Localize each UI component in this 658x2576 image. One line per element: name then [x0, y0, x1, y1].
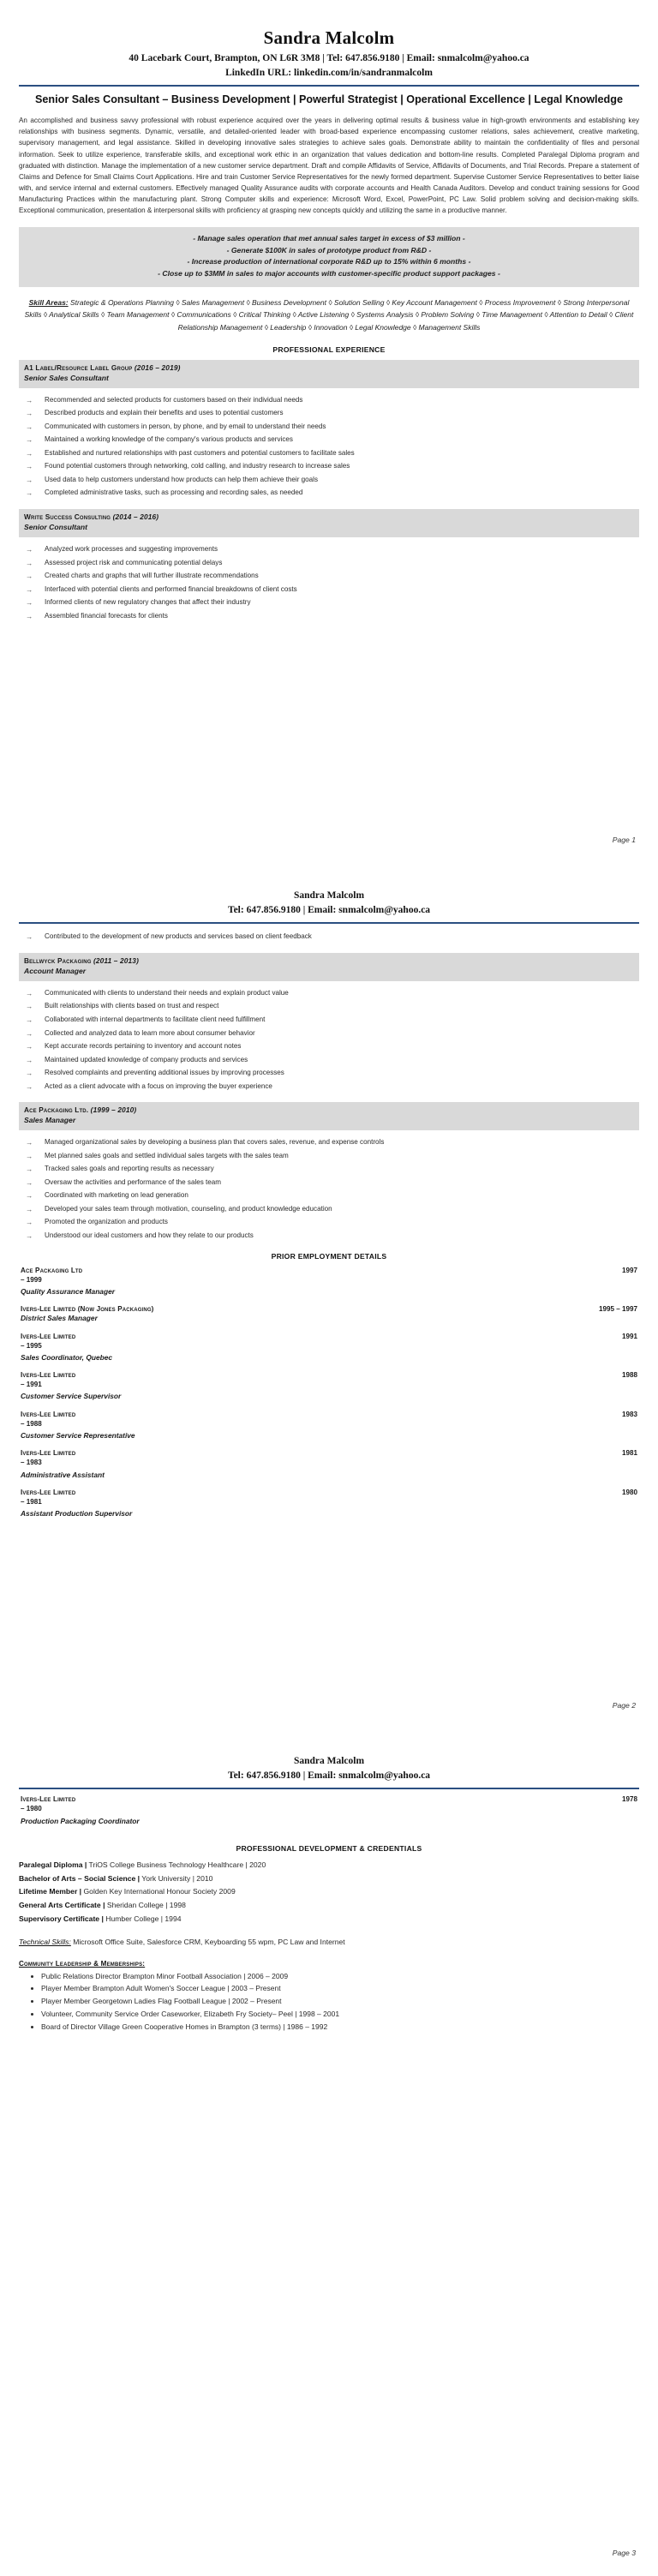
job-company-name: Write Success Consulting — [24, 512, 113, 521]
prior-row — [21, 1333, 637, 1340]
section-title-professional-experience: PROFESSIONAL EXPERIENCE — [272, 344, 386, 354]
achievement-line: - Close up to $3MM in sales to major accounts with customer-specific product support packages - — [158, 269, 500, 279]
professional-headline: Senior Sales Consultant – Business Development | Powerful Strategist | Operational Excellence | Legal Knowledge — [35, 93, 623, 106]
page-footer: Page 1 — [612, 836, 636, 844]
job-duties-list — [19, 1135, 639, 1242]
skill-areas — [24, 297, 634, 332]
duty-text: Oversaw the activities and performance of the sales team — [45, 1177, 222, 1186]
list-item — [26, 1039, 639, 1053]
prior-company: Ivers-Lee Limited — [21, 1449, 76, 1458]
duty-text: Created charts and graphs that will further illustrate recommendations — [45, 572, 259, 580]
prior-year-end: – 1991 — [21, 1381, 42, 1389]
arrow-icon: → — [26, 448, 33, 458]
duty-text: Described products and explain their benefits and uses to potential customers — [45, 409, 284, 417]
list-item — [26, 420, 639, 434]
job-header — [19, 953, 639, 981]
list-item — [26, 1053, 639, 1067]
duty-text: Resolved complaints and preventing additional issues by improving processes — [45, 1069, 284, 1077]
prior-company: Ivers-Lee Limited — [21, 1371, 76, 1380]
credential-name: Lifetime Member | — [19, 1887, 82, 1896]
list-item — [26, 486, 639, 500]
credential-detail: TriOS College Business Technology Healthcare | 2020 — [87, 1860, 266, 1869]
list-item — [26, 1013, 639, 1027]
credential-item — [19, 1913, 639, 1926]
credential-item — [19, 1899, 639, 1913]
job-company — [24, 1105, 634, 1115]
job-years: (2016 – 2019) — [134, 362, 181, 372]
prior-year-end: – 1995 — [21, 1341, 42, 1350]
arrow-icon: → — [26, 475, 33, 484]
job-years: (2014 – 2016) — [112, 512, 159, 521]
list-item — [26, 569, 639, 583]
credential-item — [19, 1872, 639, 1886]
job-title: Senior Sales Consultant — [24, 373, 109, 382]
duty-text: Contributed to the development of new products and services based on client feedback — [45, 932, 312, 941]
job-title: Sales Manager — [24, 1116, 76, 1125]
credential-name: Supervisory Certificate | — [19, 1914, 104, 1923]
job-company-name: Ace Packaging Ltd. — [24, 1105, 91, 1115]
prior-role: Customer Service Representative — [21, 1430, 135, 1440]
list-item — [26, 1229, 639, 1243]
credential-name: Bachelor of Arts – Social Science | — [19, 1873, 141, 1883]
duty-text: Understood our ideal customers and how they relate to our products — [45, 1231, 254, 1239]
credential-detail: Humber College | 1994 — [103, 1914, 182, 1923]
duty-text: Coordinated with marketing on lead generation — [45, 1191, 188, 1200]
page-break — [0, 1728, 658, 1739]
job-duties-list — [19, 542, 639, 622]
continuation-header — [19, 1754, 639, 1789]
resume-header — [19, 27, 639, 107]
job-company — [24, 512, 634, 522]
resume-page-3 — [0, 1739, 658, 2576]
list-item — [26, 596, 639, 609]
list-item — [26, 986, 639, 1000]
prior-role: District Sales Manager — [21, 1314, 98, 1323]
header-divider — [19, 922, 639, 924]
list-item — [26, 393, 639, 407]
duty-text: Used data to help customers understand how products can help them achieve their goals — [45, 475, 318, 483]
job-header — [19, 360, 639, 388]
prior-year: 1980 — [621, 1488, 637, 1496]
list-item — [26, 1027, 639, 1040]
list-item — [26, 609, 639, 623]
duty-text: Maintained a working knowledge of the company's various products and services — [45, 435, 293, 444]
duty-text: Established and nurtured relationships with past customers and potential customers to facilitate sales — [45, 448, 355, 457]
prior-row — [21, 1795, 637, 1803]
arrow-icon: → — [26, 932, 33, 942]
arrow-icon: → — [26, 1015, 33, 1025]
duty-text: Maintained updated knowledge of company products and services — [45, 1055, 248, 1063]
prior-role: Administrative Assistant — [21, 1470, 105, 1479]
duty-text: Tracked sales goals and reporting results as necessary — [45, 1165, 214, 1173]
technical-skills-text: Microsoft Office Suite, Salesforce CRM, Keyboarding 55 wpm, PC Law and Internet — [70, 1938, 345, 1947]
prior-company: Ivers-Lee Limited (Now Jones Packaging) — [21, 1305, 154, 1314]
skill-areas-list: Strategic & Operations Planning ◊ Sales Management ◊ Business Development ◊ Solution Selling ◊ Key Account Management ◊ Process Improvement ◊ Strong Interpersonal Skills ◊ Analytical Skills ◊ Team Management ◊ Communications ◊ Critical Thinking ◊ Active Listening ◊ Systems Analysis ◊ Problem Solving ◊ Time Management ◊ Attention to Detail ◊ Client Relationship Management ◊ Leadership ◊ Innovation ◊ Legal Knowledge ◊ Management Skills — [24, 298, 634, 332]
list-item — [26, 930, 639, 944]
duty-text: Met planned sales goals and settled individual sales targets with the sales team — [45, 1151, 289, 1159]
list-item: • Player Member Georgetown Ladies Flag Football League | 2002 – Present — [41, 1995, 639, 2008]
arrow-icon: → — [26, 584, 33, 594]
list-item: • Volunteer, Community Service Order Caseworker, Elizabeth Fry Society– Peel | 1998 – 2001 — [41, 2008, 639, 2021]
arrow-icon: → — [26, 1028, 33, 1038]
list-item — [26, 433, 639, 446]
credential-name: General Arts Certificate | — [19, 1900, 105, 1909]
prior-employment-entry — [19, 1449, 639, 1481]
arrow-icon: → — [26, 598, 33, 608]
prior-row — [21, 1371, 637, 1379]
prior-row — [21, 1267, 637, 1274]
prior-role: Production Packaging Coordinator — [21, 1816, 140, 1825]
job-title: Senior Consultant — [24, 523, 88, 532]
job-duties-list — [19, 986, 639, 1093]
duty-text: Communicated with clients to understand their needs and explain product value — [45, 988, 289, 997]
prior-year: 1997 — [621, 1266, 637, 1274]
prior-row — [21, 1449, 637, 1457]
job-years: (1999 – 2010) — [90, 1105, 137, 1115]
list-item — [26, 1135, 639, 1149]
prior-year-end: – 1999 — [21, 1275, 42, 1284]
job-title: Account Manager — [24, 967, 87, 976]
duty-text: Collected and analyzed data to learn more about consumer behavior — [45, 1028, 255, 1037]
duty-text: Informed clients of new regulatory changes that affect their industry — [45, 598, 251, 607]
job-company-name: A1 Label/Resource Label Group — [24, 362, 135, 372]
achievement-line: - Generate $100K in sales of prototype product from R&D - — [226, 245, 432, 255]
arrow-icon: → — [26, 1042, 33, 1051]
prior-year-end: – 1988 — [21, 1419, 42, 1428]
duty-text: Completed administrative tasks, such as processing and recording sales, as needed — [45, 488, 303, 497]
prior-company: Ivers-Lee Limited — [21, 1410, 76, 1418]
prior-year: 1981 — [621, 1449, 637, 1458]
contact-line: 40 Lacebark Court, Brampton, ON L6R 3M8 | Tel: 647.856.9180 | Email: snmalcolm@yahoo.ca — [129, 53, 529, 63]
duty-text: Analyzed work processes and suggesting improvements — [45, 545, 218, 554]
prior-company: Ivers-Lee Limited — [21, 1332, 76, 1340]
prior-year: 1983 — [621, 1410, 637, 1418]
list-item — [26, 1149, 639, 1163]
page-footer: Page 3 — [612, 2549, 636, 2557]
prior-row — [21, 1489, 637, 1496]
arrow-icon: → — [26, 988, 33, 997]
header-contact: Tel: 647.856.9180 | Email: snmalcolm@yahoo.ca — [227, 1770, 431, 1781]
page-footer: Page 2 — [612, 1701, 636, 1710]
header-name: Sandra Malcolm — [293, 1756, 365, 1766]
duty-text: Kept accurate records pertaining to inventory and account notes — [45, 1042, 242, 1051]
achievement-line: - Manage sales operation that met annual sales target in excess of $3 million - — [193, 233, 465, 243]
arrow-icon: → — [26, 1081, 33, 1091]
arrow-icon: → — [26, 1138, 33, 1147]
list-item — [26, 1215, 639, 1229]
prior-year-end: – 1980 — [21, 1805, 42, 1813]
header-name: Sandra Malcolm — [293, 890, 365, 901]
prior-role: Customer Service Supervisor — [21, 1392, 122, 1401]
credential-detail: Sheridan College | 1998 — [105, 1900, 186, 1909]
community-memberships-list — [19, 1970, 639, 2034]
prior-employment-entry — [19, 1305, 639, 1324]
list-item — [26, 446, 639, 460]
prior-role: Assistant Production Supervisor — [21, 1509, 133, 1519]
resume-page-1 — [0, 0, 658, 863]
list-item — [26, 999, 639, 1013]
job-company-name: Bellwyck Packaging — [24, 956, 93, 965]
list-item — [26, 1189, 639, 1202]
carryover-duties-list — [19, 930, 639, 944]
duty-text: Acted as a client advocate with a focus on improving the buyer experience — [45, 1081, 272, 1090]
credential-item — [19, 1859, 639, 1872]
prior-company: Ivers-Lee Limited — [21, 1795, 76, 1804]
arrow-icon: → — [26, 1231, 33, 1240]
job-duties-list — [19, 393, 639, 500]
duty-text: Developed your sales team through motivation, counseling, and product knowledge education — [45, 1204, 332, 1213]
duty-text: Communicated with customers in person, by phone, and by email to understand their needs — [45, 422, 326, 430]
duty-text: Recommended and selected products for customers based on their individual needs — [45, 395, 303, 404]
arrow-icon: → — [26, 422, 33, 431]
prior-employment-entry — [19, 1333, 639, 1364]
job-years: (2011 – 2013) — [93, 956, 139, 965]
list-item — [26, 1176, 639, 1189]
duty-text: Interfaced with potential clients and performed financial breakdowns of client costs — [45, 584, 297, 593]
resume-page-2 — [0, 873, 658, 1728]
arrow-icon: → — [26, 1177, 33, 1187]
prior-employment-entry — [19, 1489, 639, 1520]
prior-role: Sales Coordinator, Quebec — [21, 1352, 113, 1362]
list-item: • Player Member Brampton Adult Women's Soccer League | 2003 – Present — [41, 1982, 639, 1995]
section-title-credentials: PROFESSIONAL DEVELOPMENT & CREDENTIALS — [236, 1843, 422, 1853]
arrow-icon: → — [26, 462, 33, 471]
technical-skills — [19, 1936, 639, 1949]
prior-company: Ivers-Lee Limited — [21, 1488, 76, 1496]
arrow-icon: → — [26, 1055, 33, 1064]
technical-skills-label: Technical Skills: — [19, 1938, 71, 1947]
arrow-icon: → — [26, 1191, 33, 1201]
arrow-icon: → — [26, 611, 33, 620]
duty-text: Promoted the organization and products — [45, 1218, 168, 1226]
professional-summary: An accomplished and business savvy professional with robust experience acquired over the years in delivering optimal results & business value in high-growth environments and establishing key relationships with business segments. Dynamic, versatile, and detailed-oriented leader with broad-based experience encompassing customer relations, sales achievement, creative marketing, supervisory management, and legal assistance. Skilled in developing innovative sales strategies to achieve sales goals. Demonstrate ability to maintain the confidentiality of files and personal information. Seek to utilize experience, transferable skills, and exceptional work ethic in an organization that values dedication and bottom-line results. Completed Paralegal Diploma program and graduated with distinction. Manage the implementation of a new customer service department. Draft and compile Affidavits of Service, Affidavits of Documents, and Trial Records. Prepare a statement of Claims and Defence for Small Claims Court Applications. Hire and train Customer Service Representatives for the newly formed department. Supervise Customer Service Representatives to better liaise with, and service internal and external customers. Effectively managed Quality Assurance audits with corporate accounts and Health Canada Auditors. Develop and conduct training sessions for Good Manufacturing Practices within the manufacturing plant. Strong Computer skills and experience: Microsoft Word, Excel, PowerPoint, PC Law. Solid problem solving and decision-making skills. Exceptional communication, presentation & interpersonal skills with proficiency at grasping new concepts quickly and utilizing the same in a productive manner. — [19, 116, 639, 215]
arrow-icon: → — [26, 1218, 33, 1227]
list-item: • Public Relations Director Brampton Minor Football Association | 2006 – 2009 — [41, 1970, 639, 1983]
job-header — [19, 1102, 639, 1130]
arrow-icon: → — [26, 545, 33, 554]
list-item — [26, 1202, 639, 1216]
community-memberships-title: Community Leadership & Memberships: — [19, 1959, 146, 1968]
section-title-prior-employment: PRIOR EMPLOYMENT DETAILS — [271, 1251, 387, 1261]
page-title: Sandra Malcolm — [263, 27, 395, 48]
arrow-icon: → — [26, 409, 33, 418]
list-item — [26, 1066, 639, 1080]
credential-detail: Golden Key International Honour Society 2009 — [81, 1887, 236, 1896]
page-break — [0, 863, 658, 873]
linkedin-line: LinkedIn URL: linkedin.com/in/sandranmalcolm — [225, 67, 433, 78]
prior-employment-entry — [19, 1795, 639, 1827]
prior-row — [21, 1305, 637, 1313]
list-item — [26, 473, 639, 487]
arrow-icon: → — [26, 435, 33, 445]
prior-year: 1995 – 1997 — [598, 1305, 637, 1314]
prior-role: Quality Assurance Manager — [21, 1286, 115, 1296]
credential-detail: York University | 2010 — [140, 1873, 213, 1883]
duty-text: Assembled financial forecasts for clients — [45, 611, 168, 620]
job-company — [24, 956, 634, 966]
arrow-icon: → — [26, 488, 33, 498]
credential-item — [19, 1885, 639, 1899]
job-header — [19, 509, 639, 537]
arrow-icon: → — [26, 1002, 33, 1011]
duty-text: Collaborated with internal departments to facilitate client need fulfillment — [45, 1015, 266, 1024]
list-item — [26, 542, 639, 556]
achievement-line: - Increase production of international corporate R&D up to 15% within 6 months - — [187, 257, 471, 267]
arrow-icon: → — [26, 1151, 33, 1160]
skill-areas-label: Skill Areas: — [28, 298, 69, 308]
prior-year-end: – 1983 — [21, 1459, 42, 1467]
header-divider — [19, 1788, 639, 1789]
prior-year: 1991 — [621, 1332, 637, 1340]
key-achievements-box — [19, 227, 639, 288]
header-contact: Tel: 647.856.9180 | Email: snmalcolm@yahoo.ca — [227, 904, 431, 915]
list-item — [26, 406, 639, 420]
list-item — [26, 1080, 639, 1093]
duty-text: Managed organizational sales by developing a business plan that covers sales, revenue, and expense controls — [45, 1138, 385, 1147]
arrow-icon: → — [26, 1165, 33, 1174]
arrow-icon: → — [26, 572, 33, 581]
header-divider — [19, 85, 639, 87]
list-item: • Board of Director Village Green Cooperative Homes in Brampton (3 terms) | 1986 – 1992 — [41, 2021, 639, 2034]
duty-text: Assessed project risk and communicating potential delays — [45, 558, 223, 566]
duty-text: Found potential customers through networking, cold calling, and industry research to increase sales — [45, 462, 350, 470]
arrow-icon: → — [26, 1204, 33, 1213]
prior-year: 1988 — [621, 1371, 637, 1380]
list-item — [26, 1162, 639, 1176]
prior-year-end: – 1981 — [21, 1497, 42, 1506]
list-item — [26, 556, 639, 570]
prior-year: 1978 — [621, 1795, 637, 1804]
prior-employment-entry — [19, 1371, 639, 1403]
job-company — [24, 363, 634, 373]
prior-employment-entry — [19, 1267, 639, 1298]
duty-text: Built relationships with clients based on trust and respect — [45, 1002, 219, 1010]
prior-row — [21, 1411, 637, 1418]
arrow-icon: → — [26, 558, 33, 567]
continuation-header — [19, 889, 639, 924]
list-item — [26, 459, 639, 473]
arrow-icon: → — [26, 1069, 33, 1078]
prior-employment-entry — [19, 1411, 639, 1442]
credentials-list — [19, 1859, 639, 1926]
arrow-icon: → — [26, 395, 33, 404]
list-item — [26, 583, 639, 596]
credential-name: Paralegal Diploma | — [19, 1860, 87, 1869]
prior-company: Ace Packaging Ltd — [21, 1266, 83, 1274]
